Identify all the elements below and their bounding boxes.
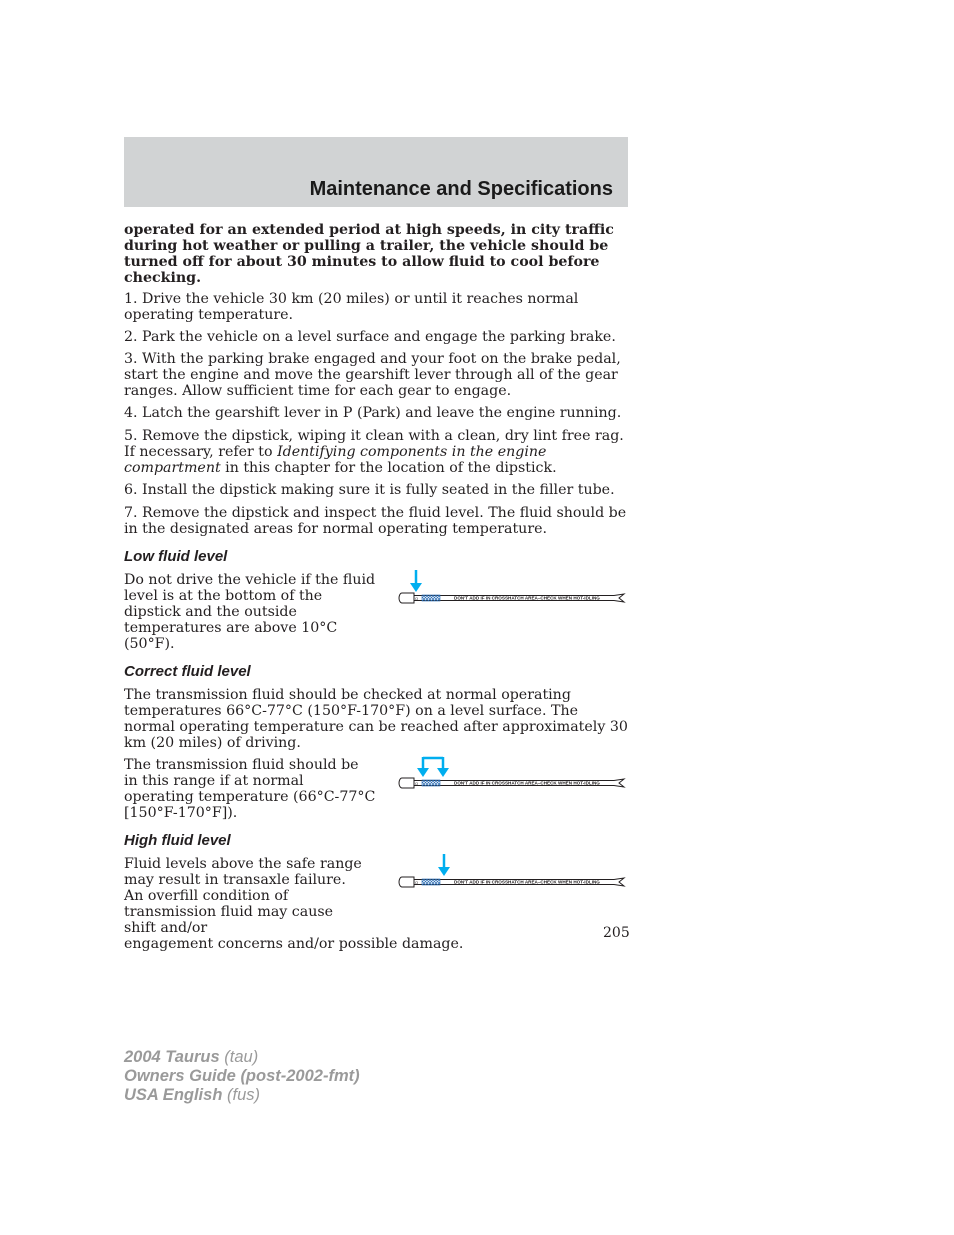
dipstick-mark: O — [415, 596, 419, 601]
correct-range-arrow-low — [417, 757, 429, 777]
page-number: 205 — [603, 925, 630, 941]
dipstick-shaft — [399, 593, 624, 603]
dipstick-shaft — [399, 778, 624, 788]
footer-language-code: (fus) — [227, 1086, 260, 1104]
step-3: 3. With the parking brake engaged and your foot on the brake pedal, start the engine and move the gearshift lever through all of the gear ranges. Allow sufficient time for each gear to engage. — [124, 351, 621, 399]
dipstick-shaft — [399, 877, 624, 887]
section-header-bar — [124, 137, 628, 207]
dipstick-correct-illustration — [394, 751, 628, 801]
high-level-arrow — [438, 854, 450, 876]
dipstick-low-illustration — [394, 566, 628, 616]
step-1: 1. Drive the vehicle 30 km (20 miles) or until it reaches normal operating temperature. — [124, 291, 579, 323]
dipstick-label: DON'T ADD IF IN CROSSHATCH AREA–CHECK WHEN HOT-IDLING — [454, 780, 600, 786]
high-fluid-text-b: engagement concerns and/or possible damage. — [124, 936, 464, 952]
dipstick-crosshatch — [422, 780, 440, 786]
step-5 — [124, 428, 629, 476]
dipstick-label: DON'T ADD IF IN CROSSHATCH AREA–CHECK WHEN HOT-IDLING — [454, 879, 600, 885]
step-7: 7. Remove the dipstick and inspect the fluid level. The fluid should be in the designated areas for normal operating temperature. — [124, 505, 627, 537]
intro-paragraph: operated for an extended period at high speeds, in city traffic during hot weather or pulling a trailer, the vehicle should be turned off for about 30 minutes to allow fluid to cool before checking. — [124, 222, 614, 286]
correct-fluid-section — [124, 757, 629, 821]
dipstick-label: DON'T ADD IF IN CROSSHATCH AREA–CHECK WHEN HOT-IDLING — [454, 595, 600, 601]
footer-language: USA English — [124, 1086, 223, 1104]
dipstick-crosshatch — [422, 879, 440, 885]
correct-fluid-heading: Correct fluid level — [124, 663, 251, 680]
document-footer — [124, 1048, 360, 1105]
step-6: 6. Install the dipstick making sure it is fully seated in the filler tube. — [124, 482, 615, 498]
section-title: Maintenance and Specifications — [309, 178, 613, 200]
high-fluid-heading: High fluid level — [124, 832, 231, 849]
correct-range-arrow-high — [437, 757, 449, 777]
footer-model: 2004 Taurus — [124, 1048, 220, 1066]
low-fluid-heading: Low fluid level — [124, 548, 228, 565]
correct-fluid-text: The transmission fluid should be checked at normal operating temperatures 66°C-77°C (150°F-170°F) on a level surface. The normal operating temperature can be reached after approximately 30 km (20 miles) of driving. — [124, 687, 628, 751]
step-4: 4. Latch the gearshift lever in P (Park) and leave the engine running. — [124, 405, 622, 421]
low-fluid-text: Do not drive the vehicle if the fluid level is at the bottom of the dipstick and the outside temperatures are above 10°C (50°F). — [124, 572, 376, 652]
footer-guide: Owners Guide (post-2002-fmt) — [124, 1067, 360, 1085]
low-fluid-section — [124, 572, 629, 652]
dipstick-high-illustration — [394, 850, 628, 900]
page-content — [124, 222, 629, 952]
dipstick-mark: O — [415, 880, 419, 885]
step-5-text: 5. Remove the dipstick, wiping it clean with a clean, dry lint free rag. If necessary, refer to — [124, 428, 624, 460]
dipstick-mark: O — [415, 781, 419, 786]
low-level-arrow — [410, 570, 422, 592]
dipstick-crosshatch — [422, 595, 440, 601]
high-fluid-text-a: Fluid levels above the safe range may result in transaxle failure. An overfill condition of transmission fluid may cause shift and/or — [124, 856, 362, 936]
correct-fluid-range-text: The transmission fluid should be in this range if at normal operating temperature (66°C-77°C [150°F-170°F]). — [124, 757, 376, 821]
step-5-text-end: in this chapter for the location of the dipstick. — [220, 460, 557, 476]
step-2: 2. Park the vehicle on a level surface and engage the parking brake. — [124, 329, 616, 345]
high-fluid-section — [124, 856, 629, 952]
footer-model-code: (tau) — [224, 1048, 259, 1066]
section-reference-link: Identifying components in the engine compartment — [124, 444, 547, 476]
